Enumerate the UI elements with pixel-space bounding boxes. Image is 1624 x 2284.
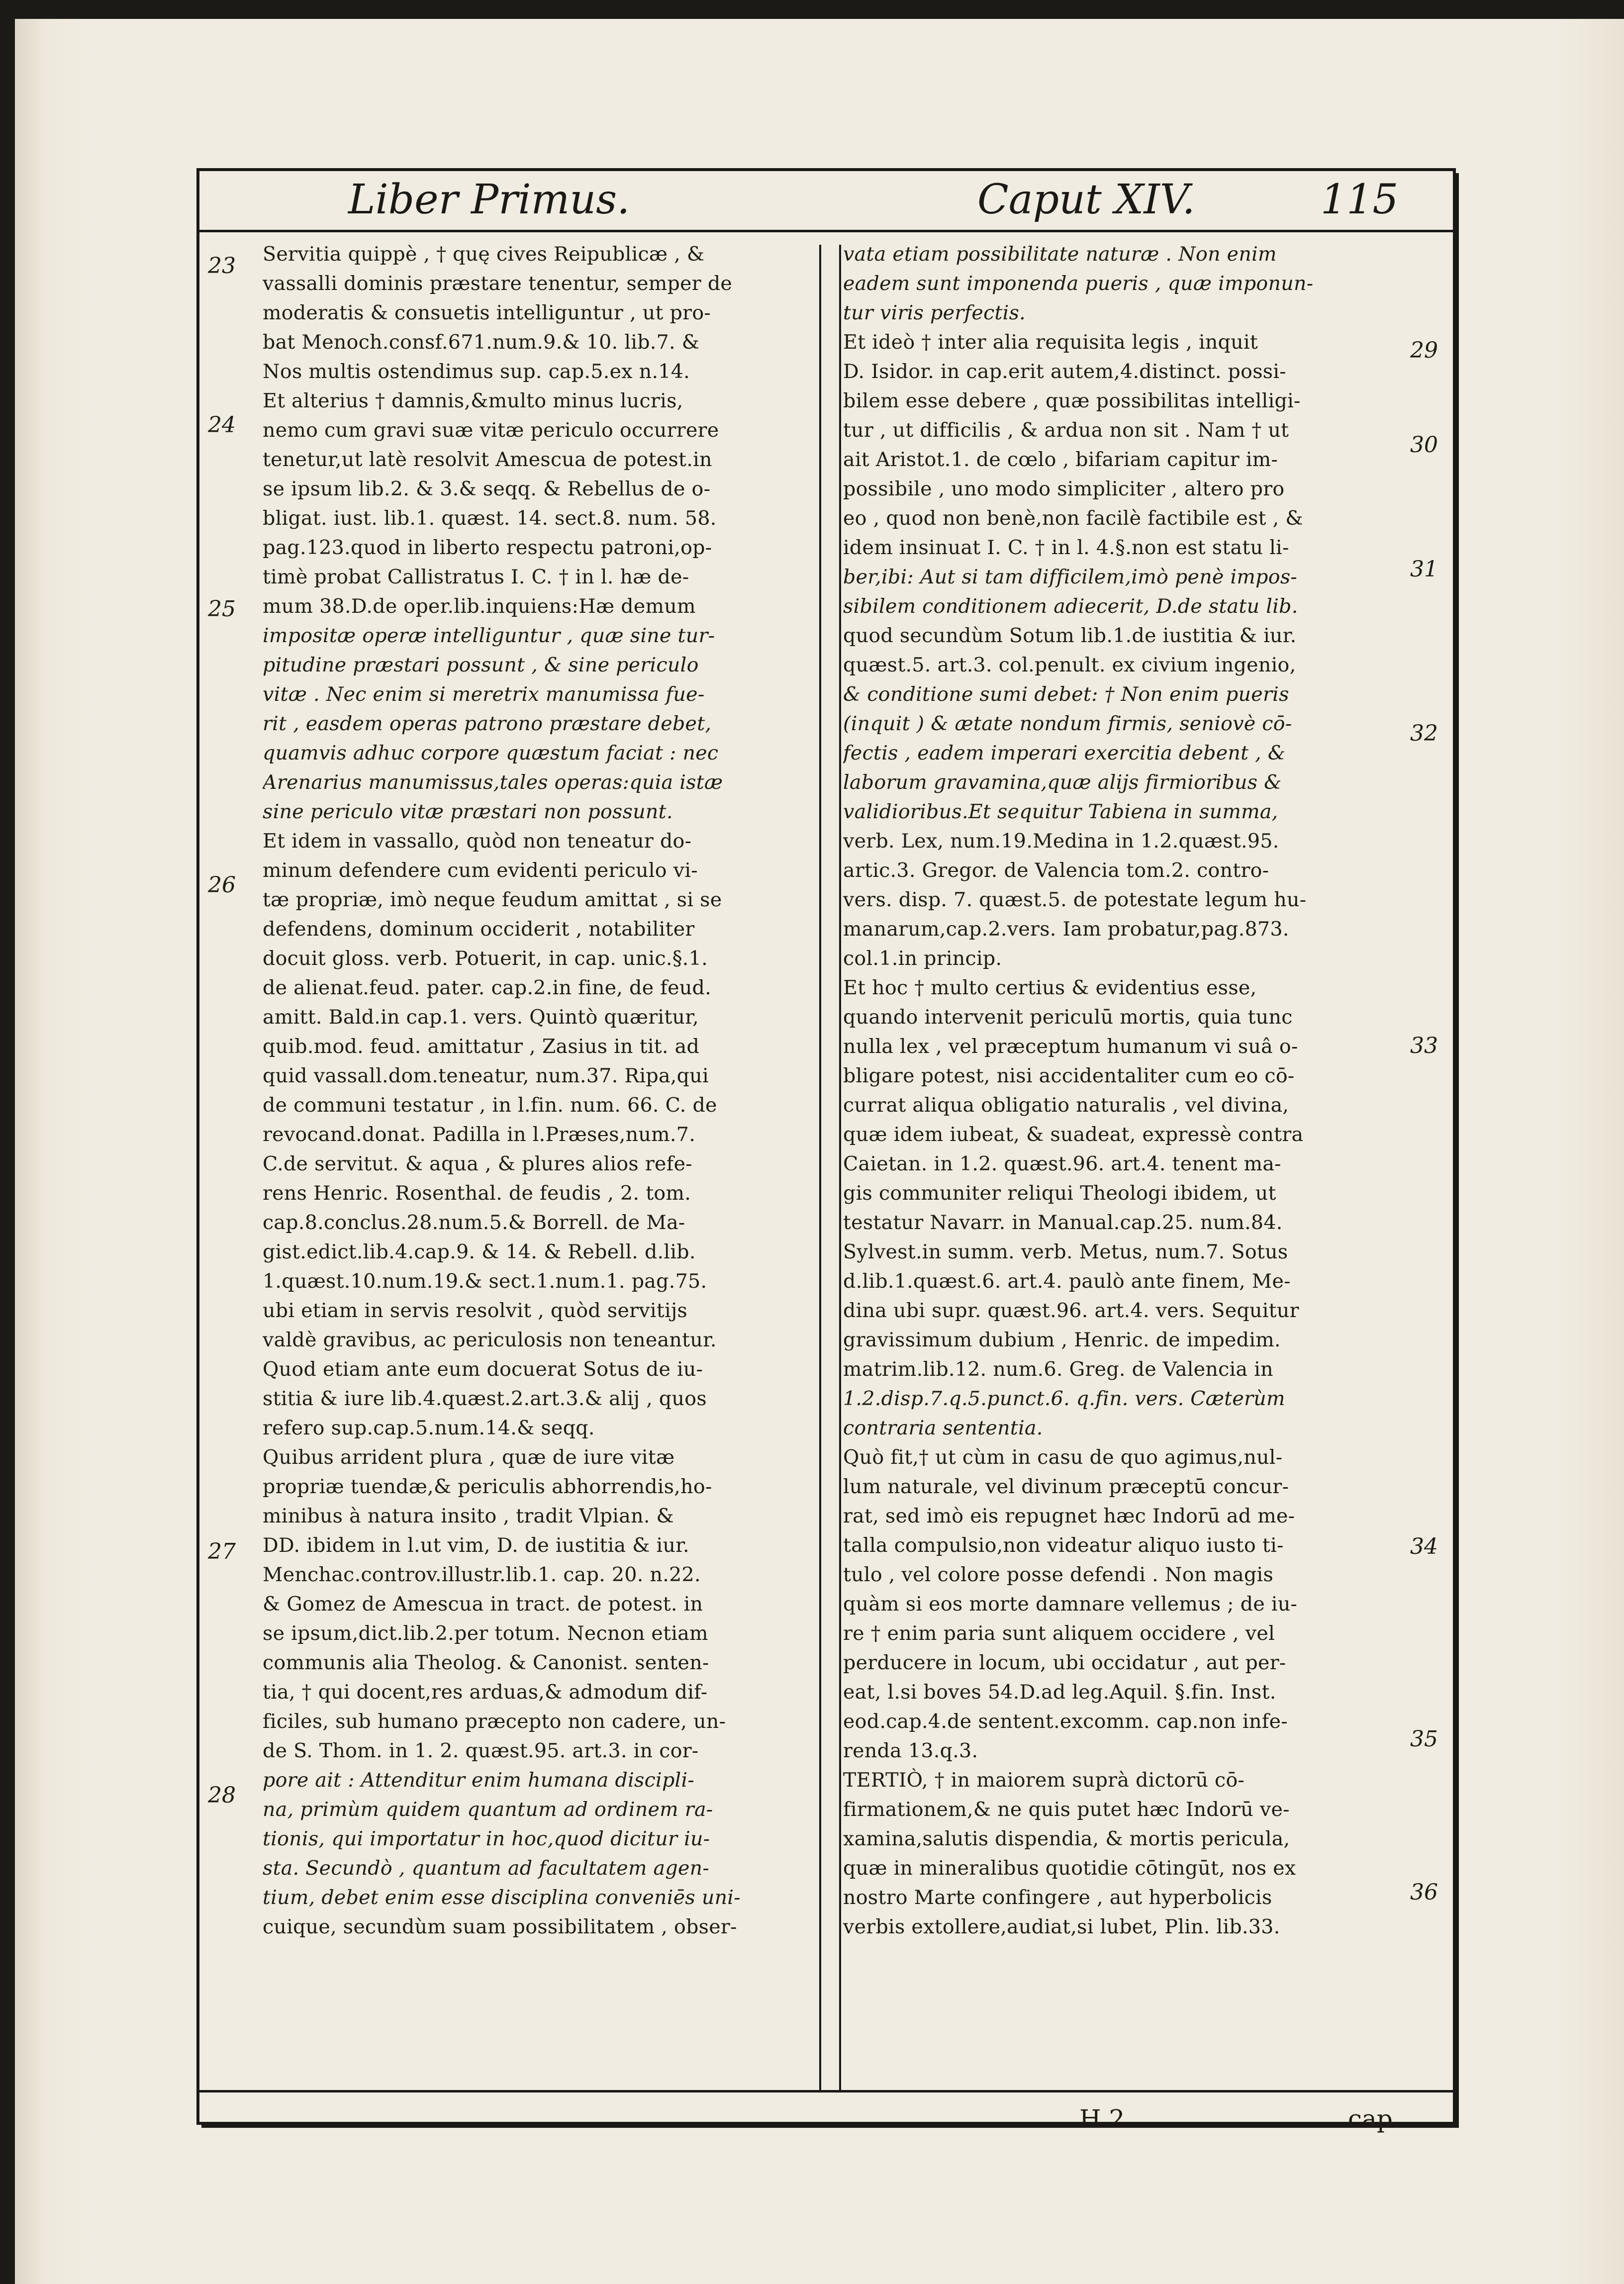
text-line: tia, † qui docent,res arduas,& admodum dif- <box>263 1681 708 1704</box>
text-line: vata etiam possibilitate naturæ . Non enim <box>843 243 1277 266</box>
text-line: vitæ . Nec enim si meretrix manumissa fue- <box>263 683 705 706</box>
text-line: ber,ibi: Aut si tam difficilem,imò penè impos- <box>843 566 1298 588</box>
margin-number: 35 <box>1410 1726 1438 1752</box>
text-line: sta. Secundò , quantum ad facultatem agen- <box>263 1857 710 1880</box>
margin-number: 24 <box>208 412 236 438</box>
text-line: 1.quæst.10.num.19.& sect.1.num.1. pag.75. <box>263 1270 707 1293</box>
text-line: firmationem,& ne quis putet hæc Indorū ve- <box>843 1798 1290 1821</box>
text-line: tionis, qui importatur in hoc,quod dicitur iu- <box>263 1827 710 1850</box>
text-line: eo , quod non benè,non facilè factibile est , & <box>843 507 1303 530</box>
text-line: TERTIÒ, † in maiorem suprà dictorū cō- <box>843 1769 1245 1792</box>
text-line: se ipsum lib.2. & 3.& seqq. & Rebellus de o- <box>263 477 711 500</box>
text-line: revocand.donat. Padilla in l.Præses,num.7. <box>263 1123 696 1146</box>
text-line: Servitia quippè , † quę cives Reipublicæ , & <box>263 243 705 266</box>
margin-number: 23 <box>208 253 236 279</box>
text-line: de alienat.feud. pater. cap.2.in fine, de feud. <box>263 976 712 999</box>
text-line: Et idem in vassallo, quòd non teneatur do- <box>263 830 692 853</box>
text-line: minibus à natura insito , tradit Vlpian. & <box>263 1505 674 1527</box>
text-line: nulla lex , vel præceptum humanum vi suâ o- <box>843 1035 1298 1058</box>
footer-rule <box>196 2090 1456 2093</box>
text-line: talla compulsio,non videatur aliquo iusto ti- <box>843 1534 1284 1557</box>
text-line: tur viris perfectis. <box>843 301 1026 324</box>
text-line: & Gomez de Amescua in tract. de potest. in <box>263 1593 703 1616</box>
text-line: timè probat Callistratus I. C. † in l. hæ de- <box>263 566 689 588</box>
column-divider-right <box>839 245 841 2090</box>
margin-number: 32 <box>1410 721 1438 746</box>
text-line: tæ propriæ, imò neque feudum amittat , si se <box>263 888 722 911</box>
text-line: verb. Lex, num.19.Medina in 1.2.quæst.95. <box>843 830 1279 853</box>
text-line: tenetur,ut latè resolvit Amescua de potest.in <box>263 448 712 471</box>
text-line: rens Henric. Rosenthal. de feudis , 2. tom. <box>263 1182 691 1205</box>
text-line: quid vassall.dom.teneatur, num.37. Ripa,qui <box>263 1064 709 1087</box>
text-line: pag.123.quod in liberto respectu patroni,op- <box>263 536 712 559</box>
margin-number: 33 <box>1410 1033 1438 1058</box>
text-line: quib.mod. feud. amittatur , Zasius in tit. ad <box>263 1035 700 1058</box>
text-line: artic.3. Gregor. de Valencia tom.2. contro- <box>843 859 1269 882</box>
text-line: Sylvest.in summ. verb. Metus, num.7. Sotus <box>843 1240 1288 1263</box>
column-divider-left <box>819 245 821 2090</box>
text-line: bilem esse debere , quæ possibilitas intelligi- <box>843 389 1301 412</box>
text-line: Et alterius † damnis,&multo minus lucris, <box>263 389 683 412</box>
text-line: nostro Marte confingere , aut hyperbolicis <box>843 1886 1272 1909</box>
margin-number: 34 <box>1410 1534 1438 1559</box>
text-line: Nos multis ostendimus sup. cap.5.ex n.14. <box>263 360 690 383</box>
text-line: manarum,cap.2.vers. Iam probatur,pag.873. <box>843 918 1289 941</box>
text-line: dina ubi supr. quæst.96. art.4. vers. Sequitur <box>843 1299 1299 1322</box>
text-line: Et ideò † inter alia requisita legis , inquit <box>843 331 1258 354</box>
text-line: quod secundùm Sotum lib.1.de iustitia & iur. <box>843 624 1297 647</box>
text-line: sibilem conditionem adiecerit, D.de statu lib. <box>843 595 1298 618</box>
text-line: communis alia Theolog. & Canonist. senten- <box>263 1651 709 1674</box>
text-line: quæ in mineralibus quotidie cōtingūt, nos ex <box>843 1857 1296 1880</box>
text-line: impositæ operæ intelliguntur , quæ sine tur- <box>263 624 715 647</box>
header-rule <box>196 230 1456 232</box>
text-line: eat, l.si boves 54.D.ad leg.Aquil. §.fin. Inst. <box>843 1681 1276 1704</box>
text-line: vassalli dominis præstare tenentur, semper de <box>263 272 733 295</box>
text-line: bat Menoch.consf.671.num.9.& 10. lib.7. & <box>263 331 700 354</box>
text-line: currat aliqua obligatio naturalis , vel divina, <box>843 1094 1289 1117</box>
margin-number: 29 <box>1410 338 1438 363</box>
text-line: quæst.5. art.3. col.penult. ex civium ingenio, <box>843 654 1296 676</box>
text-line: de S. Thom. in 1. 2. quæst.95. art.3. in cor- <box>263 1739 699 1762</box>
text-line: sine periculo vitæ præstari non possunt. <box>263 800 673 823</box>
text-line: Quod etiam ante eum docuerat Sotus de iu- <box>263 1358 703 1381</box>
text-line: validioribus.Et sequitur Tabiena in summa, <box>843 800 1278 823</box>
text-line: laborum gravamina,quæ alijs firmioribus & <box>843 771 1282 794</box>
text-column-right <box>843 240 1393 2088</box>
text-line: cap.8.conclus.28.num.5.& Borrell. de Ma- <box>263 1211 685 1234</box>
text-line: refero sup.cap.5.num.14.& seqq. <box>263 1417 595 1439</box>
text-line: Quibus arrident plura , quæ de iure vitæ <box>263 1446 675 1469</box>
text-line: moderatis & consuetis intelliguntur , ut pro- <box>263 301 711 324</box>
running-head-chapter: Caput XIV. <box>977 176 1195 223</box>
text-line: tur , ut difficilis , & ardua non sit . Nam † ut <box>843 419 1289 442</box>
margin-number: 30 <box>1410 432 1438 458</box>
text-line: pore ait : Attenditur enim humana discipli- <box>263 1769 695 1792</box>
text-line: re † enim paria sunt aliquem occidere , vel <box>843 1622 1275 1645</box>
text-line: tium, debet enim esse disciplina conveniēs uni- <box>263 1886 741 1909</box>
text-line: bligat. iust. lib.1. quæst. 14. sect.8. num. 58. <box>263 507 717 530</box>
text-line: renda 13.q.3. <box>843 1739 978 1762</box>
text-line: matrim.lib.12. num.6. Greg. de Valencia in <box>843 1358 1273 1381</box>
margin-number: 26 <box>208 872 236 898</box>
text-line: 1.2.disp.7.q.5.punct.6. q.fin. vers. Cæterùm <box>843 1387 1285 1410</box>
page-number: 115 <box>1321 176 1399 223</box>
text-line: quamvis adhuc corpore quæstum faciat : nec <box>263 742 719 764</box>
text-line: D. Isidor. in cap.erit autem,4.distinct. possi- <box>843 360 1286 383</box>
text-line: valdè gravibus, ac periculosis non teneantur. <box>263 1329 717 1351</box>
text-line: defendens, dominum occiderit , notabiliter <box>263 918 695 941</box>
text-line: stitia & iure lib.4.quæst.2.art.3.& alij , quos <box>263 1387 707 1410</box>
text-line: testatur Navarr. in Manual.cap.25. num.84. <box>843 1211 1283 1234</box>
text-line: docuit gloss. verb. Potuerit, in cap. unic.§.1. <box>263 947 708 970</box>
text-line: propriæ tuendæ,& periculis abhorrendis,ho- <box>263 1475 712 1498</box>
text-line: gravissimum dubium , Henric. de impedim. <box>843 1329 1281 1351</box>
text-line: perducere in locum, ubi occidatur , aut per- <box>843 1651 1286 1674</box>
text-line: rat, sed imò eis repugnet hæc Indorū ad me- <box>843 1505 1295 1527</box>
text-line: Arenarius manumissus,tales operas:quia istæ <box>263 771 723 794</box>
text-line: de communi testatur , in l.fin. num. 66. C. de <box>263 1094 717 1117</box>
text-line: ubi etiam in servis resolvit , quòd servitijs <box>263 1299 688 1322</box>
text-line: nemo cum gravi suæ vitæ periculo occurrere <box>263 419 719 442</box>
text-line: gis communiter reliqui Theologi ibidem, ut <box>843 1182 1276 1205</box>
text-line: cuique, secundùm suam possibilitatem , obser- <box>263 1915 737 1938</box>
text-column-left <box>263 240 812 2088</box>
text-line: Caietan. in 1.2. quæst.96. art.4. tenent ma- <box>843 1152 1281 1175</box>
text-line: na, primùm quidem quantum ad ordinem ra- <box>263 1798 713 1821</box>
text-line: ait Aristot.1. de cœlo , bifariam capitur im- <box>843 448 1278 471</box>
text-line: Et hoc † multo certius & evidentius esse, <box>843 976 1257 999</box>
text-line: ficiles, sub humano præcepto non cadere, un- <box>263 1710 726 1733</box>
text-line: xamina,salutis dispendia, & mortis pericula, <box>843 1827 1290 1850</box>
text-line: d.lib.1.quæst.6. art.4. paulò ante finem, Me- <box>843 1270 1291 1293</box>
text-line: DD. ibidem in l.ut vim, D. de iustitia & iur. <box>263 1534 689 1557</box>
text-line: idem insinuat I. C. † in l. 4.§.non est statu li- <box>843 536 1289 559</box>
text-line: quando intervenit periculū mortis, quia tunc <box>843 1006 1293 1029</box>
running-head-book: Liber Primus. <box>348 176 630 223</box>
text-line: (inquit ) & ætate nondum firmis, seniovè cō- <box>843 712 1292 735</box>
text-line: eadem sunt imponenda pueris , quæ imponun- <box>843 272 1314 295</box>
text-line: Menchac.controv.illustr.lib.1. cap. 20. n.22. <box>263 1563 701 1586</box>
text-line: quæ idem iubeat, & suadeat, expressè contra <box>843 1123 1304 1146</box>
text-line: verbis extollere,audiat,si lubet, Plin. lib.33. <box>843 1915 1280 1938</box>
margin-number: 25 <box>208 596 236 622</box>
text-line: mum 38.D.de oper.lib.inquiens:Hæ demum <box>263 595 696 618</box>
text-line: pitudine præstari possunt , & sine periculo <box>263 654 699 676</box>
margin-number: 36 <box>1410 1880 1438 1905</box>
text-line: contraria sententia. <box>843 1417 1043 1439</box>
text-line: se ipsum,dict.lib.2.per totum. Necnon etiam <box>263 1622 708 1645</box>
text-line: Quò fit,† ut cùm in casu de quo agimus,nul- <box>843 1446 1283 1469</box>
text-line: tulo , vel colore posse defendi . Non magis <box>843 1563 1274 1586</box>
text-line: bligare potest, nisi accidentaliter cum eo cō- <box>843 1064 1295 1087</box>
text-line: vers. disp. 7. quæst.5. de potestate legum hu- <box>843 888 1307 911</box>
text-line: gist.edict.lib.4.cap.9. & 14. & Rebell. d.lib. <box>263 1240 696 1263</box>
signature-mark: H 2 <box>1079 2104 1125 2133</box>
text-line: col.1.in princip. <box>843 947 1002 970</box>
text-line: & conditione sumi debet: † Non enim pueris <box>843 683 1289 706</box>
text-line: eod.cap.4.de sentent.excomm. cap.non infe- <box>843 1710 1288 1733</box>
text-line: lum naturale, vel divinum præceptū concur- <box>843 1475 1289 1498</box>
text-line: quàm si eos morte damnare vellemus ; de iu- <box>843 1593 1298 1616</box>
text-line: C.de servitut. & aqua , & plures alios refe- <box>263 1152 692 1175</box>
text-line: rit , easdem operas patrono præstare debet, <box>263 712 712 735</box>
text-line: fectis , eadem imperari exercitia debent , & <box>843 742 1286 764</box>
margin-number: 31 <box>1410 557 1438 582</box>
catchword: cap. <box>1348 2104 1401 2133</box>
text-line: amitt. Bald.in cap.1. vers. Quintò quæritur, <box>263 1006 699 1029</box>
margin-number: 27 <box>208 1539 236 1564</box>
text-line: minum defendere cum evidenti periculo vi- <box>263 859 698 882</box>
text-line: possibile , uno modo simpliciter , altero pro <box>843 477 1285 500</box>
margin-number: 28 <box>208 1783 236 1808</box>
